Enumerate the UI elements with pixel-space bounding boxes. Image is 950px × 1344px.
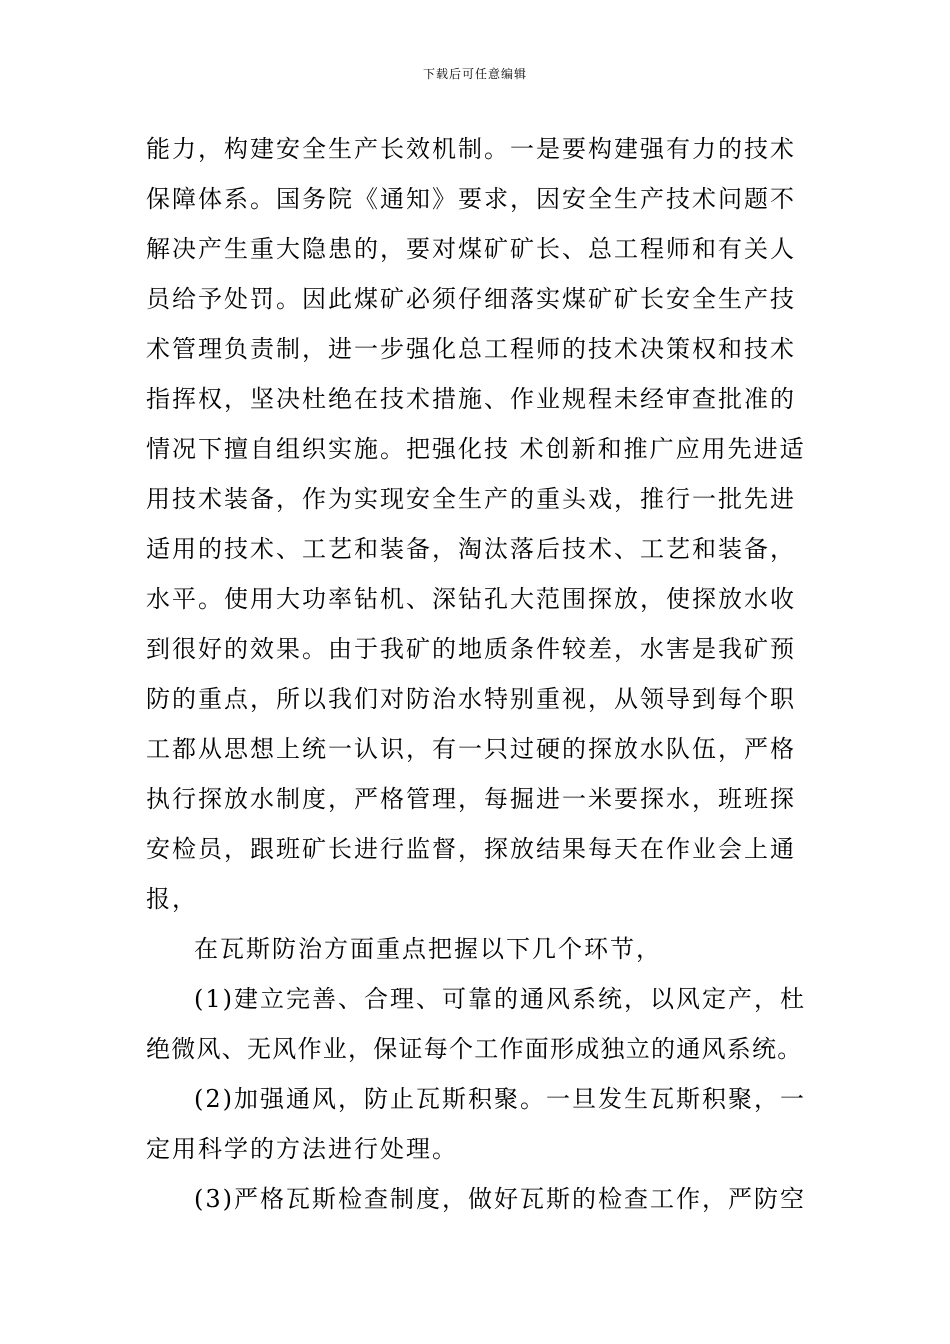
paragraph-first-line: (2)加强通风，防止瓦斯积聚。一旦发生瓦斯积聚，一 xyxy=(194,1085,806,1113)
text-line: 保障体系。国务院《通知》要求，因安全生产技术问题不 xyxy=(146,185,796,213)
text-line: 报， xyxy=(146,885,198,913)
text-line: 术管理负责制，进一步强化总工程师的技术决策权和技术 xyxy=(146,335,796,363)
page-header: 下载后可任意编辑 xyxy=(422,67,527,81)
text-line: 绝微风、无风作业，保证每个工作面形成独立的通风系统。 xyxy=(146,1035,803,1063)
text-line: 定用科学的方法进行处理。 xyxy=(146,1135,458,1163)
text-line: 安检员，跟班矿长进行监督，探放结果每天在作业会上通 xyxy=(146,835,796,863)
text-line: 到很好的效果。由于我矿的地质条件较差，水害是我矿预 xyxy=(146,635,796,663)
text-line: 工都从思想上统一认识，有一只过硬的探放水队伍，严格 xyxy=(146,735,796,763)
text-line: 情况下擅自组织实施。把强化技 术创新和推广应用先进适 xyxy=(146,435,806,463)
text-line: 适用的技术、工艺和装备，淘汰落后技术、工艺和装备， xyxy=(146,535,796,563)
text-line: 能力，构建安全生产长效机制。一是要构建强有力的技术 xyxy=(146,135,796,163)
paragraph-first-line: 在瓦斯防治方面重点把握以下几个环节， xyxy=(194,935,662,963)
text-line: 用技术装备，作为实现安全生产的重头戏，推行一批先进 xyxy=(146,485,796,513)
text-line: 指挥权，坚决杜绝在技术措施、作业规程未经审查批准的 xyxy=(146,385,796,413)
text-line: 解决产生重大隐患的，要对煤矿矿长、总工程师和有关人 xyxy=(146,235,796,263)
paragraph-first-line: (1)建立完善、合理、可靠的通风系统，以风定产，杜 xyxy=(194,985,806,1013)
text-line: 员给予处罚。因此煤矿必须仔细落实煤矿矿长安全生产技 xyxy=(146,285,796,313)
text-line: 执行探放水制度，严格管理，每掘进一米要探水，班班探 xyxy=(146,785,796,813)
text-line: 防的重点，所以我们对防治水特别重视，从领导到每个职 xyxy=(146,685,796,713)
paragraph-first-line: (3)严格瓦斯检查制度，做好瓦斯的检查工作，严防空 xyxy=(194,1185,806,1213)
text-line: 水平。使用大功率钻机、深钻孔大范围探放，使探放水收 xyxy=(146,585,796,613)
